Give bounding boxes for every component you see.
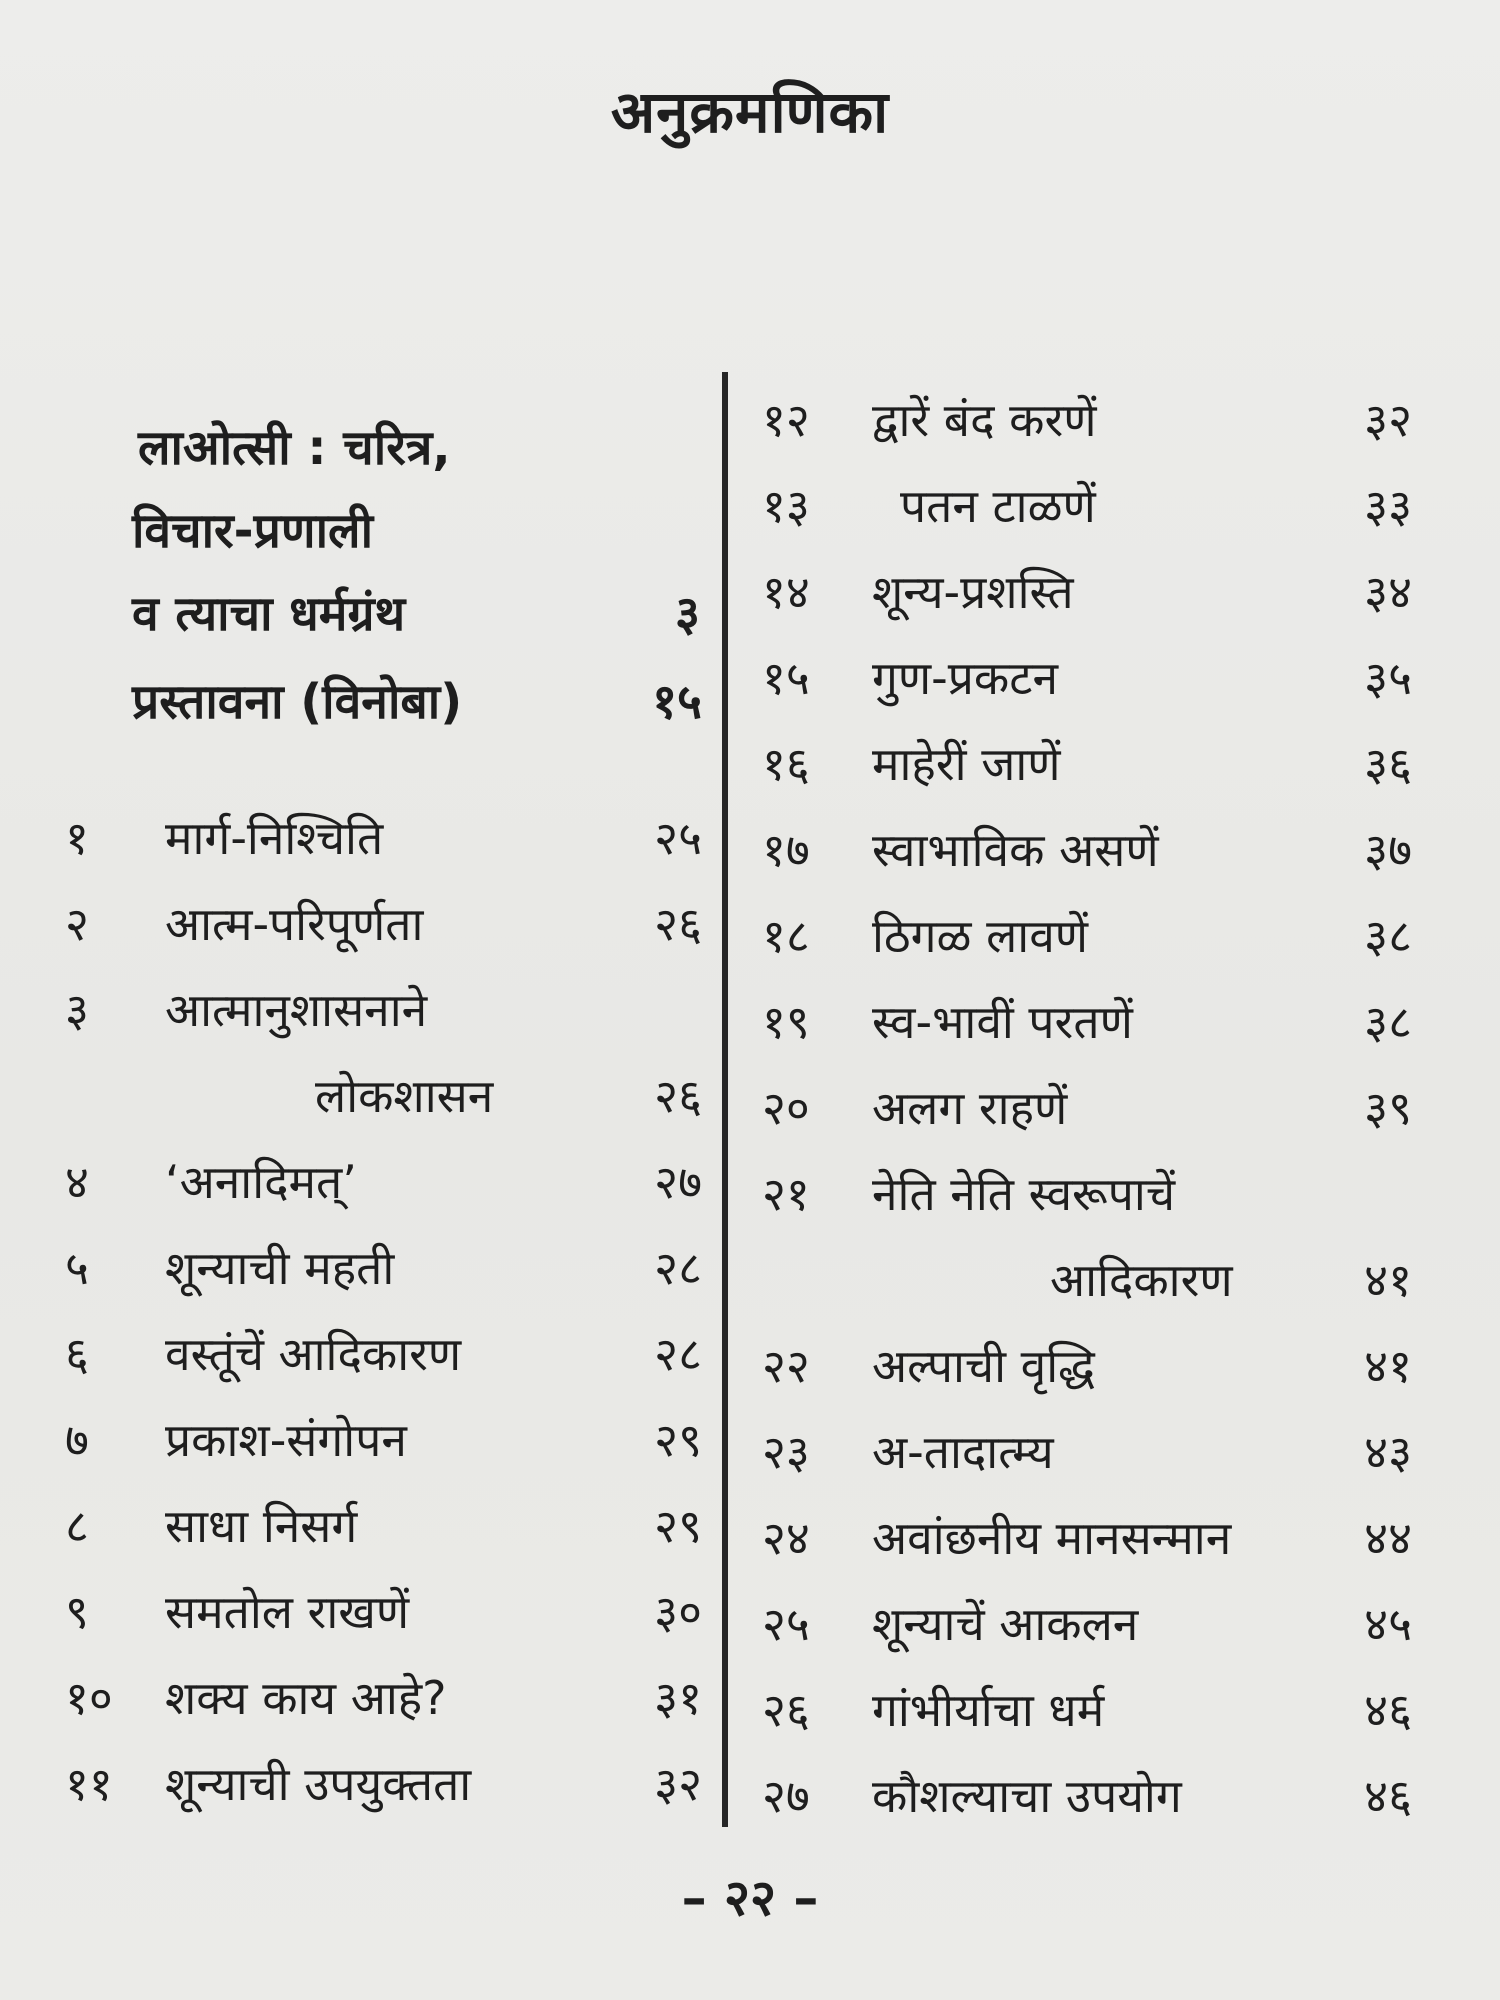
page-number: ४५ [1364,1597,1412,1651]
page-number: ४४ [1364,1511,1412,1565]
entry-title: माहेरीं जाणें [872,737,1061,791]
page-number: २८ [654,1241,702,1295]
page-number: ३९ [1364,1081,1412,1135]
entry-title: आत्म-परिपूर्णता [165,897,424,951]
entry-title: आत्मानुशासनाने [165,983,428,1037]
entry-title: शून्य-प्रशस्ति [872,565,1074,619]
entry-title: शून्याची उपयुक्तता [165,1757,472,1811]
entry-title: अलग राहणें [872,1081,1068,1135]
intro-line: व त्याचा धर्मग्रंथ [132,586,406,642]
entry-title: शून्याची महती [165,1241,395,1295]
entry-title: अ-तादात्म्य [872,1425,1054,1479]
page-title: अनुक्रमणिका [610,78,890,146]
entry-number: ५ [65,1241,89,1295]
entry-title: शक्य काय आहे? [165,1671,447,1725]
intro-line: लाओत्सी : चरित्र, [138,420,451,476]
page-number: १५ [652,674,702,730]
page-number: ४६ [1364,1683,1412,1737]
entry-title: शून्याचें आकलन [872,1597,1139,1651]
entry-title: पतन टाळणें [900,479,1096,533]
entry-title: वस्तूंचें आदिकारण [165,1327,462,1381]
page-number: २५ [654,811,702,865]
entry-title: अल्पाची वृद्धि [872,1339,1095,1393]
page-number: २७ [654,1155,702,1209]
entry-number: १९ [762,995,810,1049]
entry-number: २२ [762,1339,810,1393]
entry-number: १३ [762,479,810,533]
page-number: २९ [654,1499,702,1553]
page-number: २६ [654,897,702,951]
page-number: ४१ [1364,1253,1412,1307]
entry-number: २० [762,1081,810,1135]
entry-number: २१ [762,1167,810,1221]
entry-number: ७ [65,1413,89,1467]
page-number: ३१ [654,1671,702,1725]
entry-number: ४ [65,1155,89,1209]
entry-title: अवांछनीय मानसन्मान [872,1511,1232,1565]
page-number: ३३ [1364,479,1412,533]
entry-title: मार्ग-निश्चिति [165,811,384,865]
entry-number: १४ [762,565,810,619]
entry-number: ११ [65,1757,113,1811]
page-number: ३६ [1364,737,1412,791]
page-number: ४३ [1364,1425,1412,1479]
page-number: ४१ [1364,1339,1412,1393]
entry-title: कौशल्याचा उपयोग [872,1769,1182,1823]
entry-title: गांभीर्याचा धर्म [872,1683,1105,1737]
entry-title: साधा निसर्ग [165,1499,358,1553]
entry-number: १६ [762,737,810,791]
page-number: ३० [654,1585,702,1639]
entry-number: २ [65,897,89,951]
page-number: ३८ [1364,909,1412,963]
page-number: २६ [654,1069,702,1123]
entry-title-continued: लोकशासन [315,1069,494,1123]
entry-number: २७ [762,1769,810,1823]
page-number: ३७ [1364,823,1412,877]
entry-title: द्वारें बंद करणें [872,393,1097,447]
entry-number: १ [65,811,89,865]
entry-title: गुण-प्रकटन [872,651,1058,705]
entry-title: स्वाभाविक असणें [872,823,1159,877]
entry-number: १२ [762,393,810,447]
entry-number: ६ [65,1327,89,1381]
entry-title: समतोल राखणें [165,1585,410,1639]
entry-number: २३ [762,1425,810,1479]
intro-line: प्रस्तावना (विनोबा) [132,674,463,730]
page-number: ३४ [1364,565,1412,619]
page-number: ३२ [654,1757,702,1811]
page-number: २८ [654,1327,702,1381]
intro-line: विचार-प्रणाली [132,503,374,559]
page-number: ३२ [1364,393,1412,447]
entry-title: नेति नेति स्वरूपाचें [872,1167,1176,1221]
entry-number: १५ [762,651,810,705]
entry-title: स्व-भावीं परतणें [872,995,1133,1049]
entry-title: प्रकाश-संगोपन [165,1413,407,1467]
entry-number: १० [65,1671,113,1725]
entry-number: ९ [65,1585,89,1639]
entry-number: २६ [762,1683,810,1737]
entry-number: २५ [762,1597,810,1651]
entry-title: ठिगळ लावणें [872,909,1089,963]
entry-number: २४ [762,1511,810,1565]
column-divider [722,372,728,1827]
entry-title: ‘अनादिमत्’ [165,1155,357,1209]
page-number: ३५ [1364,651,1412,705]
entry-title-continued: आदिकारण [1050,1253,1233,1307]
entry-number: ८ [65,1499,89,1553]
page-number: ३८ [1364,995,1412,1049]
entry-number: १७ [762,823,810,877]
page-number: ४६ [1364,1769,1412,1823]
page-number-footer: – २२ – [681,1869,819,1927]
entry-number: १८ [762,909,810,963]
page-number: २९ [654,1413,702,1467]
entry-number: ३ [65,983,89,1037]
page-number: ३ [675,586,700,642]
